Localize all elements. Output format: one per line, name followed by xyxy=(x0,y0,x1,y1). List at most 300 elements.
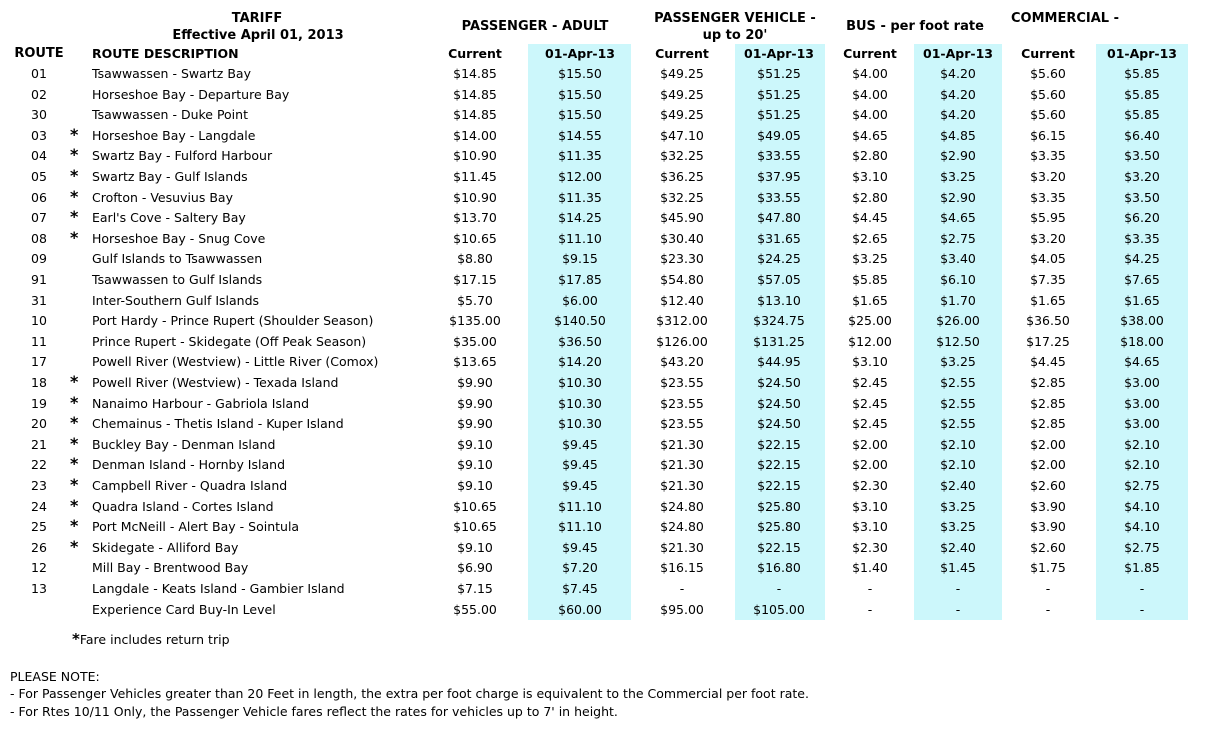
return-trip-star: * xyxy=(70,516,79,535)
fare-cell: $43.20 xyxy=(660,354,704,369)
fare-cell: $3.25 xyxy=(852,251,888,266)
fare-cell: $9.90 xyxy=(457,396,493,411)
route-header: ROUTE xyxy=(14,46,64,61)
route-description: Horseshoe Bay - Langdale xyxy=(92,128,256,143)
fare-cell: $14.85 xyxy=(453,107,497,122)
fare-cell: $1.85 xyxy=(1124,560,1160,575)
route-number: 18 xyxy=(31,375,47,390)
fare-cell: $11.10 xyxy=(558,231,602,246)
route-description: Chemainus - Thetis Island - Kuper Island xyxy=(92,416,344,431)
route-number: 06 xyxy=(31,190,47,205)
fare-cell: $10.65 xyxy=(453,519,497,534)
fare-cell: $45.90 xyxy=(660,210,704,225)
fare-cell: $2.80 xyxy=(852,190,888,205)
fare-cell: $140.50 xyxy=(554,313,606,328)
fare-cell: $26.00 xyxy=(936,313,980,328)
fare-cell: $2.60 xyxy=(1030,478,1066,493)
fare-cell: $6.20 xyxy=(1124,210,1160,225)
return-trip-star: * xyxy=(70,187,79,206)
fare-cell: $17.25 xyxy=(1026,334,1070,349)
fare-cell: $2.90 xyxy=(940,148,976,163)
fare-cell: $51.25 xyxy=(757,107,801,122)
fare-cell: $2.60 xyxy=(1030,540,1066,555)
fare-cell: $16.80 xyxy=(757,560,801,575)
fare-cell: $49.25 xyxy=(660,107,704,122)
fare-cell: $2.10 xyxy=(940,457,976,472)
fare-cell: $21.30 xyxy=(660,540,704,555)
fare-cell: $10.30 xyxy=(558,375,602,390)
return-trip-star: * xyxy=(70,145,79,164)
fare-cell: $2.45 xyxy=(852,416,888,431)
fare-cell: $2.45 xyxy=(852,396,888,411)
fare-cell: $3.10 xyxy=(852,519,888,534)
group-passenger-vehicle-sub: up to 20' xyxy=(702,28,768,43)
fare-cell: $5.60 xyxy=(1030,66,1066,81)
route-description: Powell River (Westview) - Texada Island xyxy=(92,375,339,390)
fare-cell: $15.50 xyxy=(558,66,602,81)
fare-cell: $14.25 xyxy=(558,210,602,225)
fare-cell: $9.45 xyxy=(562,478,598,493)
fare-cell: $14.20 xyxy=(558,354,602,369)
fare-cell: $6.15 xyxy=(1030,128,1066,143)
fare-cell: $14.85 xyxy=(453,87,497,102)
fare-cell: $1.40 xyxy=(852,560,888,575)
group-passenger-adult: PASSENGER - ADULT xyxy=(461,19,609,34)
fare-cell: $6.90 xyxy=(457,560,493,575)
fare-cell: $11.45 xyxy=(453,169,497,184)
fare-cell: $51.25 xyxy=(757,87,801,102)
fare-cell: $5.85 xyxy=(1124,87,1160,102)
route-description: Skidegate - Alliford Bay xyxy=(92,540,239,555)
fare-cell: $126.00 xyxy=(656,334,708,349)
fare-cell: $4.65 xyxy=(1124,354,1160,369)
route-number: 07 xyxy=(31,210,47,225)
subheader-current: Current xyxy=(843,46,897,61)
fare-cell: $5.60 xyxy=(1030,87,1066,102)
return-trip-star: * xyxy=(70,125,79,144)
route-description: Port Hardy - Prince Rupert (Shoulder Season) xyxy=(92,313,374,328)
fare-cell: - xyxy=(776,581,782,596)
fare-cell: $24.80 xyxy=(660,499,704,514)
fare-cell: $14.55 xyxy=(558,128,602,143)
route-number: 25 xyxy=(31,519,47,534)
fare-cell: $3.20 xyxy=(1030,169,1066,184)
fare-cell: $10.90 xyxy=(453,190,497,205)
fare-cell: $9.90 xyxy=(457,416,493,431)
fare-cell: $2.75 xyxy=(1124,540,1160,555)
fare-cell: $11.10 xyxy=(558,499,602,514)
fare-cell: $324.75 xyxy=(753,313,805,328)
fare-cell: $25.80 xyxy=(757,499,801,514)
subheader-current: Current xyxy=(1021,46,1075,61)
fare-cell: $11.10 xyxy=(558,519,602,534)
fare-cell: $23.55 xyxy=(660,416,704,431)
fare-cell: $22.15 xyxy=(757,478,801,493)
route-number: 02 xyxy=(31,87,47,102)
fare-cell: $4.85 xyxy=(940,128,976,143)
fare-cell: $4.00 xyxy=(852,66,888,81)
fare-cell: $51.25 xyxy=(757,66,801,81)
fare-cell: $12.40 xyxy=(660,293,704,308)
fare-cell: $10.30 xyxy=(558,396,602,411)
fare-cell: $60.00 xyxy=(558,602,602,617)
fare-cell: $16.15 xyxy=(660,560,704,575)
fare-cell: $131.25 xyxy=(753,334,805,349)
fare-cell: $3.50 xyxy=(1124,148,1160,163)
fare-cell: $2.65 xyxy=(852,231,888,246)
fare-cell: $5.70 xyxy=(457,293,493,308)
fare-cell: $11.35 xyxy=(558,190,602,205)
fare-cell: $4.10 xyxy=(1124,519,1160,534)
fare-cell: $24.50 xyxy=(757,375,801,390)
route-description: Swartz Bay - Fulford Harbour xyxy=(92,148,273,163)
fare-cell: - xyxy=(867,602,873,617)
fare-cell: $49.25 xyxy=(660,87,704,102)
fare-cell: $24.50 xyxy=(757,416,801,431)
route-description: Campbell River - Quadra Island xyxy=(92,478,288,493)
route-description: Powell River (Westview) - Little River (Comox) xyxy=(92,354,379,369)
fare-cell: $5.85 xyxy=(852,272,888,287)
fare-cell: $7.65 xyxy=(1124,272,1160,287)
fare-cell: $9.45 xyxy=(562,540,598,555)
fare-cell: - xyxy=(867,581,873,596)
fare-cell: $17.15 xyxy=(453,272,497,287)
route-description: Swartz Bay - Gulf Islands xyxy=(92,169,248,184)
route-number: 26 xyxy=(31,540,47,555)
fare-cell: $7.20 xyxy=(562,560,598,575)
fare-cell: $22.15 xyxy=(757,457,801,472)
fare-cell: $44.95 xyxy=(757,354,801,369)
route-number: 91 xyxy=(31,272,47,287)
route-number: 24 xyxy=(31,499,47,514)
fare-cell: $1.65 xyxy=(1124,293,1160,308)
fare-cell: $25.80 xyxy=(757,519,801,534)
fare-cell: $2.55 xyxy=(940,396,976,411)
route-description: Inter-Southern Gulf Islands xyxy=(92,293,260,308)
fare-cell: $9.10 xyxy=(457,437,493,452)
fare-cell: $13.10 xyxy=(757,293,801,308)
return-trip-star: * xyxy=(70,496,79,515)
route-number: 05 xyxy=(31,169,47,184)
fare-cell: $8.80 xyxy=(457,251,493,266)
route-description: Denman Island - Hornby Island xyxy=(92,457,285,472)
fare-cell: $9.10 xyxy=(457,478,493,493)
fare-cell: $105.00 xyxy=(753,602,805,617)
fare-cell: $7.35 xyxy=(1030,272,1066,287)
fare-cell: $33.55 xyxy=(757,148,801,163)
route-number: 13 xyxy=(31,581,47,596)
route-description: Horseshoe Bay - Departure Bay xyxy=(92,87,290,102)
fare-cell: $2.30 xyxy=(852,478,888,493)
fare-cell: - xyxy=(955,581,961,596)
fare-cell: $2.75 xyxy=(940,231,976,246)
fare-cell: - xyxy=(955,602,961,617)
fare-cell: $18.00 xyxy=(1120,334,1164,349)
subheader-current: Current xyxy=(655,46,709,61)
fare-cell: $10.65 xyxy=(453,499,497,514)
fare-cell: $5.85 xyxy=(1124,107,1160,122)
fare-cell: $3.00 xyxy=(1124,375,1160,390)
route-description: Tsawwassen to Gulf Islands xyxy=(92,272,263,287)
fare-cell: $4.65 xyxy=(940,210,976,225)
fare-cell: - xyxy=(1045,602,1051,617)
fare-cell: $30.40 xyxy=(660,231,704,246)
group-bus: BUS - per foot rate xyxy=(846,19,984,34)
fare-cell: $23.30 xyxy=(660,251,704,266)
fare-cell: $25.00 xyxy=(848,313,892,328)
effective-date: Effective April 01, 2013 xyxy=(172,28,344,43)
route-number: 08 xyxy=(31,231,47,246)
fare-cell: $17.85 xyxy=(558,272,602,287)
fare-cell: $21.30 xyxy=(660,437,704,452)
fare-cell: $24.25 xyxy=(757,251,801,266)
fare-cell: $2.40 xyxy=(940,540,976,555)
route-description: Nanaimo Harbour - Gabriola Island xyxy=(92,396,309,411)
fare-cell: $15.50 xyxy=(558,87,602,102)
fare-cell: $15.50 xyxy=(558,107,602,122)
route-description: Tsawwassen - Swartz Bay xyxy=(92,66,251,81)
fare-cell: $2.90 xyxy=(940,190,976,205)
note-line-2: - For Rtes 10/11 Only, the Passenger Vehicle fares reflect the rates for vehicles up to 7' in height. xyxy=(10,704,618,719)
group-passenger-vehicle: PASSENGER VEHICLE - xyxy=(654,11,816,26)
fare-cell: $2.00 xyxy=(1030,437,1066,452)
fare-cell: $4.10 xyxy=(1124,499,1160,514)
fare-cell: $2.85 xyxy=(1030,416,1066,431)
fare-cell: $6.40 xyxy=(1124,128,1160,143)
route-description: Earl's Cove - Saltery Bay xyxy=(92,210,246,225)
fare-cell: $312.00 xyxy=(656,313,708,328)
fare-cell: $36.25 xyxy=(660,169,704,184)
route-number: 11 xyxy=(31,334,47,349)
fare-cell: $21.30 xyxy=(660,457,704,472)
fare-cell: $7.45 xyxy=(562,581,598,596)
fare-cell: $12.00 xyxy=(558,169,602,184)
fare-cell: $4.20 xyxy=(940,66,976,81)
footnote-star: * xyxy=(72,630,80,648)
fare-cell: $13.65 xyxy=(453,354,497,369)
route-number: 19 xyxy=(31,396,47,411)
group-commercial: COMMERCIAL - xyxy=(1011,11,1119,26)
fare-cell: $4.45 xyxy=(1030,354,1066,369)
fare-cell: $37.95 xyxy=(757,169,801,184)
route-number: 30 xyxy=(31,107,47,122)
route-description: Langdale - Keats Island - Gambier Island xyxy=(92,581,345,596)
fare-cell: $2.00 xyxy=(852,457,888,472)
fare-cell: $3.20 xyxy=(1124,169,1160,184)
fare-cell: $32.25 xyxy=(660,148,704,163)
fare-cell: $3.10 xyxy=(852,354,888,369)
fare-cell: $2.75 xyxy=(1124,478,1160,493)
fare-cell: $9.10 xyxy=(457,457,493,472)
fare-cell: $2.00 xyxy=(1030,457,1066,472)
subheader-new-rate: 01-Apr-13 xyxy=(744,46,814,61)
fare-cell: $22.15 xyxy=(757,540,801,555)
fare-cell: $3.35 xyxy=(1030,190,1066,205)
fare-cell: $14.85 xyxy=(453,66,497,81)
fare-cell: $5.60 xyxy=(1030,107,1066,122)
fare-cell: $23.55 xyxy=(660,375,704,390)
fare-cell: $57.05 xyxy=(757,272,801,287)
fare-cell: $12.00 xyxy=(848,334,892,349)
route-number: 31 xyxy=(31,293,47,308)
note-line-1: - For Passenger Vehicles greater than 20 Feet in length, the extra per foot charge is equivalent to the Commercial per foot rate. xyxy=(10,686,809,701)
fare-cell: - xyxy=(1045,581,1051,596)
return-trip-star: * xyxy=(70,207,79,226)
fare-cell: $4.05 xyxy=(1030,251,1066,266)
fare-cell: $3.20 xyxy=(1030,231,1066,246)
subheader-new-rate: 01-Apr-13 xyxy=(1107,46,1177,61)
route-description: Quadra Island - Cortes Island xyxy=(92,499,274,514)
fare-cell: $4.20 xyxy=(940,87,976,102)
fare-cell: $36.50 xyxy=(1026,313,1070,328)
route-number: 22 xyxy=(31,457,47,472)
fare-cell: $2.10 xyxy=(1124,437,1160,452)
fare-cell: $9.90 xyxy=(457,375,493,390)
fare-cell: $2.30 xyxy=(852,540,888,555)
tariff-title: TARIFF xyxy=(231,11,283,26)
subheader-new-rate: 01-Apr-13 xyxy=(923,46,993,61)
fare-cell: $3.35 xyxy=(1124,231,1160,246)
fare-cell: $24.80 xyxy=(660,519,704,534)
return-trip-star: * xyxy=(70,228,79,247)
fare-cell: $3.00 xyxy=(1124,396,1160,411)
fare-cell: $9.45 xyxy=(562,457,598,472)
subheader-current: Current xyxy=(448,46,502,61)
fare-cell: $1.75 xyxy=(1030,560,1066,575)
fare-cell: $31.65 xyxy=(757,231,801,246)
fare-cell: $49.25 xyxy=(660,66,704,81)
fare-cell: $11.35 xyxy=(558,148,602,163)
fare-cell: $9.45 xyxy=(562,437,598,452)
return-trip-star: * xyxy=(70,393,79,412)
fare-cell: $55.00 xyxy=(453,602,497,617)
fare-cell: $4.00 xyxy=(852,107,888,122)
fare-cell: $4.20 xyxy=(940,107,976,122)
fare-cell: $1.65 xyxy=(1030,293,1066,308)
route-description: Buckley Bay - Denman Island xyxy=(92,437,276,452)
return-trip-star: * xyxy=(70,413,79,432)
fare-cell: $47.80 xyxy=(757,210,801,225)
route-number: 09 xyxy=(31,251,47,266)
route-number: 03 xyxy=(31,128,47,143)
fare-cell: $4.00 xyxy=(852,87,888,102)
footnote-text: Fare includes return trip xyxy=(79,632,230,647)
fare-cell: $2.40 xyxy=(940,478,976,493)
fare-cell: $3.25 xyxy=(940,519,976,534)
fare-cell: $3.90 xyxy=(1030,499,1066,514)
fare-cell: $2.85 xyxy=(1030,396,1066,411)
route-number: 04 xyxy=(31,148,47,163)
fare-cell: $2.55 xyxy=(940,375,976,390)
route-number: 17 xyxy=(31,354,47,369)
fare-cell: $49.05 xyxy=(757,128,801,143)
route-description-header: ROUTE DESCRIPTION xyxy=(92,46,239,61)
fare-cell: $3.50 xyxy=(1124,190,1160,205)
return-trip-star: * xyxy=(70,475,79,494)
fare-cell: $10.30 xyxy=(558,416,602,431)
fare-cell: $4.25 xyxy=(1124,251,1160,266)
return-trip-star: * xyxy=(70,454,79,473)
fare-cell: $2.55 xyxy=(940,416,976,431)
fare-cell: $38.00 xyxy=(1120,313,1164,328)
fare-cell: $1.70 xyxy=(940,293,976,308)
fare-cell: - xyxy=(679,581,685,596)
fare-cell: $10.65 xyxy=(453,231,497,246)
fare-cell: $95.00 xyxy=(660,602,704,617)
route-description: Horseshoe Bay - Snug Cove xyxy=(92,231,266,246)
fare-cell: - xyxy=(1139,581,1145,596)
fare-cell: $3.10 xyxy=(852,499,888,514)
fare-cell: $4.65 xyxy=(852,128,888,143)
route-description: Port McNeill - Alert Bay - Sointula xyxy=(92,519,300,534)
fare-cell: $54.80 xyxy=(660,272,704,287)
fare-cell: $33.55 xyxy=(757,190,801,205)
fare-cell: $47.10 xyxy=(660,128,704,143)
fare-cell: $3.25 xyxy=(940,499,976,514)
return-trip-star: * xyxy=(70,166,79,185)
fare-cell: $21.30 xyxy=(660,478,704,493)
route-description: Crofton - Vesuvius Bay xyxy=(92,190,233,205)
fare-cell: $10.90 xyxy=(453,148,497,163)
fare-cell: $13.70 xyxy=(453,210,497,225)
fare-cell: $36.50 xyxy=(558,334,602,349)
route-description: Prince Rupert - Skidegate (Off Peak Season) xyxy=(92,334,367,349)
fare-cell: $3.25 xyxy=(940,169,976,184)
fare-cell: $6.00 xyxy=(562,293,598,308)
route-number: 21 xyxy=(31,437,47,452)
route-number: 10 xyxy=(31,313,47,328)
return-trip-star: * xyxy=(70,434,79,453)
footnote xyxy=(72,630,230,648)
fare-cell: $5.95 xyxy=(1030,210,1066,225)
route-description: Mill Bay - Brentwood Bay xyxy=(92,560,249,575)
fare-cell: $35.00 xyxy=(453,334,497,349)
fare-cell: $24.50 xyxy=(757,396,801,411)
fare-cell: $3.90 xyxy=(1030,519,1066,534)
fare-cell: $2.80 xyxy=(852,148,888,163)
return-trip-star: * xyxy=(70,372,79,391)
fare-cell: $135.00 xyxy=(449,313,501,328)
route-description: Gulf Islands to Tsawwassen xyxy=(92,251,263,266)
fare-cell: $1.45 xyxy=(940,560,976,575)
fare-cell: $22.15 xyxy=(757,437,801,452)
fare-cell: $9.15 xyxy=(562,251,598,266)
route-number: 23 xyxy=(31,478,47,493)
fare-cell: $14.00 xyxy=(453,128,497,143)
route-description: Experience Card Buy-In Level xyxy=(92,602,276,617)
route-description: Tsawwassen - Duke Point xyxy=(92,107,248,122)
subheader-new-rate: 01-Apr-13 xyxy=(545,46,615,61)
fare-cell: - xyxy=(1139,602,1145,617)
fare-cell: $5.85 xyxy=(1124,66,1160,81)
fare-cell: $2.10 xyxy=(940,437,976,452)
fare-cell: $23.55 xyxy=(660,396,704,411)
route-number: 12 xyxy=(31,560,47,575)
fare-cell: $3.10 xyxy=(852,169,888,184)
fare-cell: $9.10 xyxy=(457,540,493,555)
fare-cell: $7.15 xyxy=(457,581,493,596)
fare-cell: $4.45 xyxy=(852,210,888,225)
fare-cell: $1.65 xyxy=(852,293,888,308)
fare-cell: $32.25 xyxy=(660,190,704,205)
fare-cell: $3.40 xyxy=(940,251,976,266)
fare-cell: $2.10 xyxy=(1124,457,1160,472)
route-number: 01 xyxy=(31,66,47,81)
fare-cell: $3.25 xyxy=(940,354,976,369)
fare-cell: $2.45 xyxy=(852,375,888,390)
fare-cell: $2.85 xyxy=(1030,375,1066,390)
route-number: 20 xyxy=(31,416,47,431)
